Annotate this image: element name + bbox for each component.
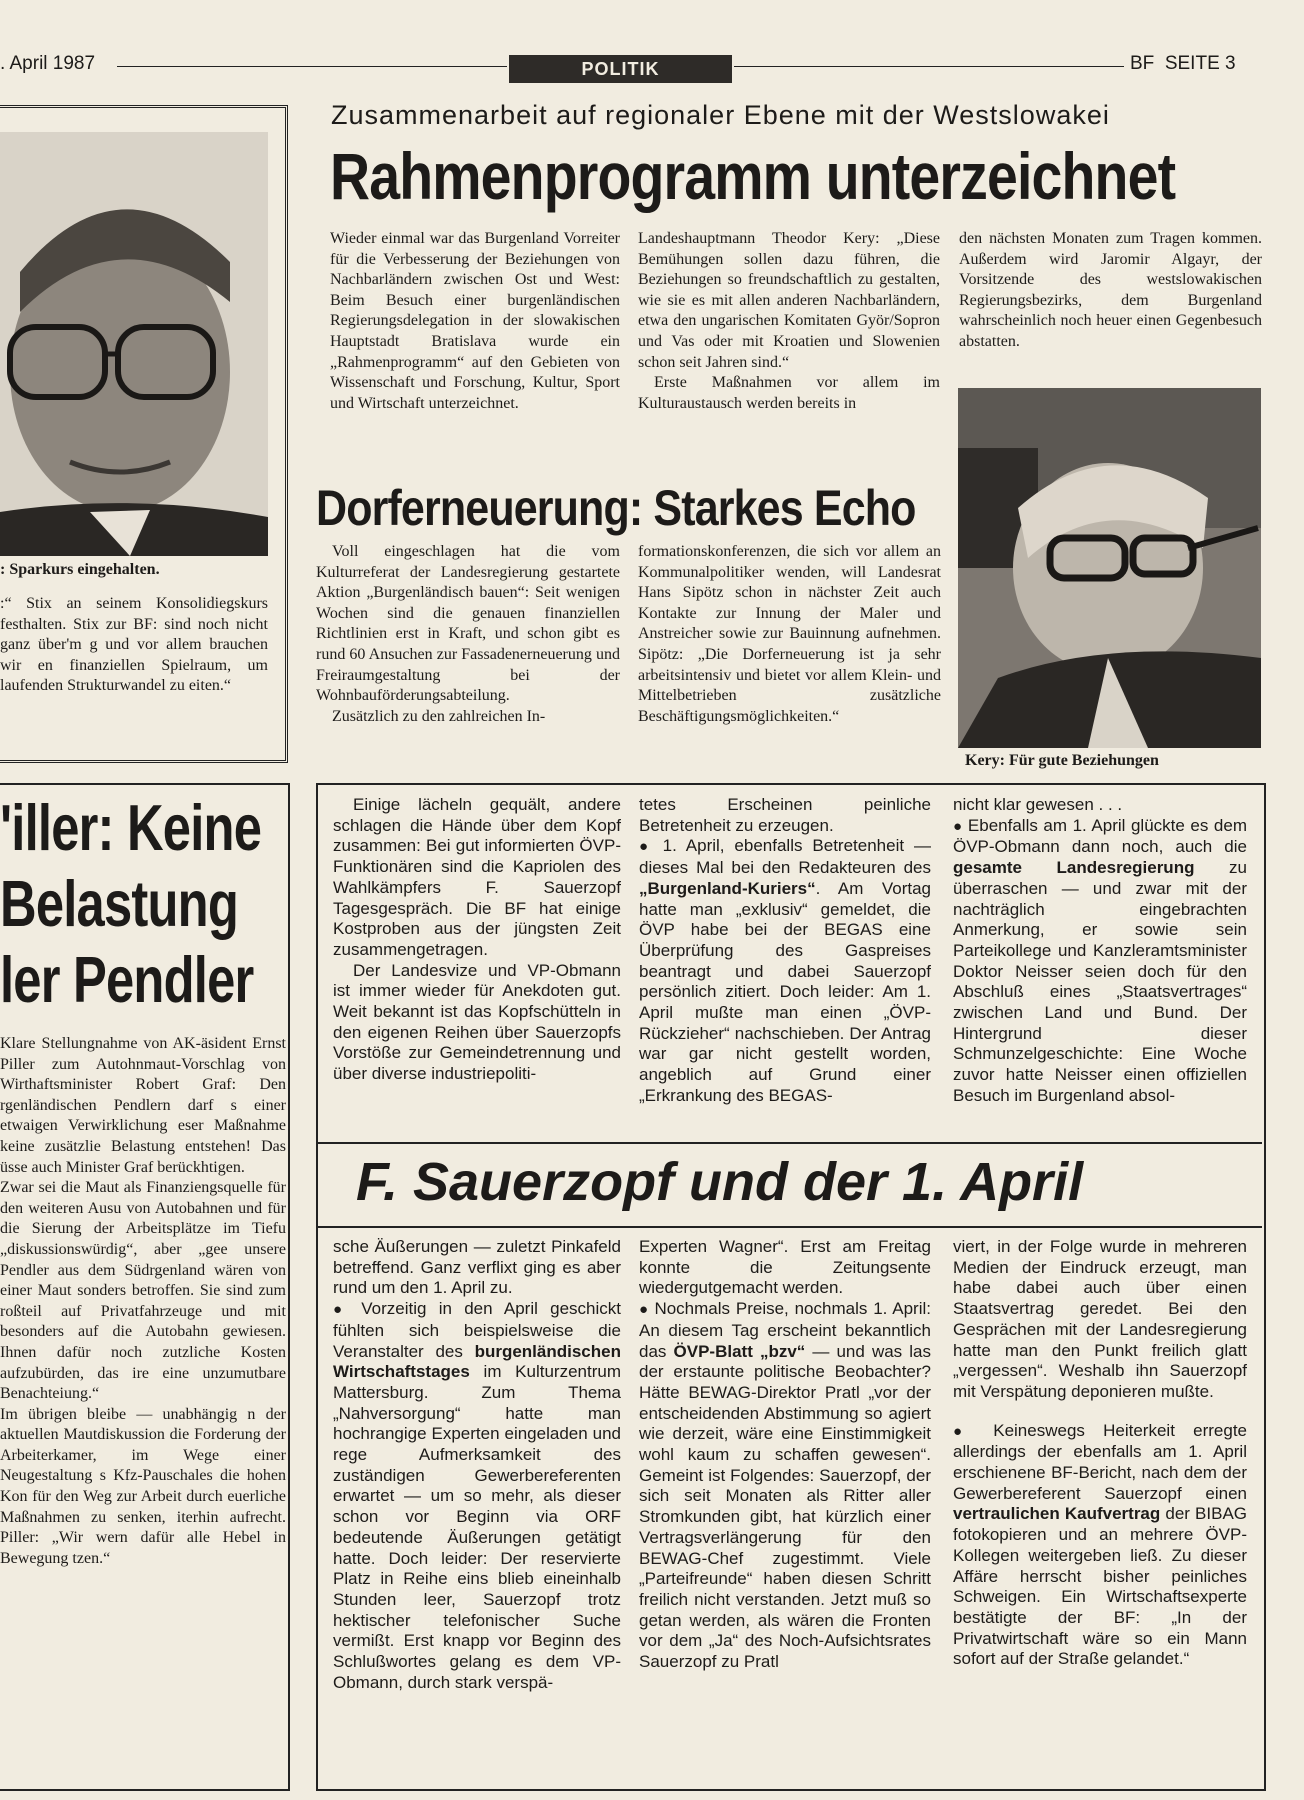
piller-p1: Klare Stellungnahme von AK-äsident Ernst Piller zum Autohnmaut-Vorschlag von Wirthaftsminister Robert Graf: Den rgenländischen Pendlern darf s einer etwaigen Verwirklichung eser Maßnahme keine zusätzlie Belastung entstehen! Das üsse auch Minister Graf berückhtigen.: [0, 1035, 286, 1176]
headline-piller-2: Belastung: [0, 867, 239, 940]
section-label: POLITIK: [509, 55, 732, 83]
sz-bot-col-1: [333, 1237, 621, 1693]
dorf-col-2-text: formationskonferenzen, die sich vor allem an Kommunalpolitiker wenden, will Landesrat Hans Sipötz schon in nächster Zeit auch Kontakte zur Innung der Maler und Anstreicher sowie zur Bauinnung aufnehmen. Sipötz: „Die Dorferneuerung ist ja sehr arbeitsintensiv und bietet vor allem Klein- und Mittelbetrieben zusätzliche Beschäftigungsmöglichkeiten.“: [638, 543, 941, 725]
sz-bot-col-2-b1: Nochmals Preise, nochmals 1. April: An diesem Tag erscheint bekanntlich das: [639, 1299, 931, 1361]
left-box-caption: : Sparkurs eingehalten.: [0, 561, 160, 578]
piller-p2: Zwar sei die Maut als Finanziengsquelle für den weiteren Ausu von Autobahnen und für die Sierung der Arbeitsplätze im Tiefu „diskussionswürdig“, aber „gee unsere Pendler aus dem Südrgenland wären von einer Maut sonders betroffen. Sie sind zum roßteil auf Privatfahrzeuge und mit besonders auf die Autobahn gewiesen. Ihnen dafür noch zutzliche Kosten aufzubürden, das ire eine unzumutbare Benachteiung.“: [0, 1179, 286, 1403]
sz-bot-col-3: [953, 1237, 1247, 1670]
sz-top-col-3-b2: zu überraschen — und zwar mit der nachträglich eingebrachten Anmerkung, er sowie sein Parteikollege und Kanzleramtsminister Doktor Neisser seien doch für den Abschluß eines „Staatsvertrages“ zwischen Land und Bund. Der Hintergrund dieser Schmunzelgeschichte: Eine Woche zuvor hatte Neisser einen offiziellen Besuch im Burgenland absol-: [953, 858, 1247, 1105]
sz-bot-col-2-a: Experten Wagner“. Erst am Freitag konnte die Zeitungsente wiedergutgemacht werden.: [639, 1237, 931, 1298]
sz-top-col-3-b: [953, 816, 1247, 1107]
bullet-icon: ●: [953, 1422, 994, 1440]
main-col-1-text: Wieder einmal war das Burgenland Vorreiter für die Verbesserung der Beziehungen von Nachbarländern zwischen Ost und West: Beim Besuch einer burgenländischen Regierungsdelegation in der slowakischen Hauptstadt Bratislava wurde ein „Rahmenprogramm“ auf den Gebieten von Wissenschaft und Forschung, Kultur, Sport und Wirtschaft unterzeichnet.: [330, 230, 620, 412]
sz-bot-col-1-bold1: burgenländischen Wirtschaftstages: [333, 1341, 621, 1382]
headline-sauerzopf: F. Sauerzopf und der 1. April: [356, 1152, 1084, 1212]
sz-top-col-2: [639, 795, 931, 1107]
sz-bot-col-3-a: viert, in der Folge wurde in mehreren Medien der Eindruck erzeugt, man habe dabei auch über einen Staatsvertrag geredet. Bei den Gesprächen mit der Landesregierung hatte man den Punkt freilich glatt „vergessen“. Weshalb ihn Sauerzopf mit Verspätung deponieren mußte.: [953, 1237, 1247, 1401]
bullet-icon: ●: [639, 838, 663, 856]
sz-top-col-3-b1: Ebenfalls am 1. April glückte es dem ÖVP-Obmann dann noch, auch die: [953, 815, 1247, 857]
dorf-col-1-p1: Voll eingeschlagen hat die vom Kulturreferat der Landesregierung gestartete Aktion „Burgenländisch bauen“: Seit wenigen Wochen sind die genauen finanziellen Richtlinien erst in Kraft, und schon gibt es rund 60 Ansuchen zur Fassadenerneuerung und Freiraumgestaltung bei der Wohnbauförderungsabteilung.: [316, 543, 620, 705]
sz-bot-col-3-bold1: vertraulichen Kaufvertrag: [953, 1504, 1161, 1524]
headline-piller-3: ler Pendler: [0, 943, 254, 1016]
sz-bot-col-1-a: sche Äußerungen — zuletzt Pinkafeld betreffend. Ganz verflixt ging es aber rund um den 1. April zu.: [333, 1237, 621, 1298]
main-col-3: [959, 229, 1262, 353]
sz-bot-col-2-b: [639, 1299, 931, 1673]
sz-top-col-1-p2: Der Landesvize und VP-Obmann ist immer wieder für Anekdoten gut. Weit bekannt ist das Kopfschütteln in den eigenen Reihen über Sauerzopfs Vorstöße zur Gemeindetrennung und über diverse industriepoliti-: [333, 960, 621, 1084]
photo-kery-caption: Kery: Für gute Beziehungen: [965, 752, 1159, 769]
header-rule-left: [117, 66, 507, 67]
header-date: . April 1987: [0, 53, 96, 74]
sz-top-col-2-bold1: „Burgenland-Kuriers“: [639, 878, 816, 898]
sz-top-col-2-b: [639, 836, 931, 1106]
sz-bot-col-2-bold1: ÖVP-Blatt „bzv“: [673, 1341, 806, 1361]
dorf-col-2: [638, 542, 941, 727]
piller-p3: Im übrigen bleibe — unabhängig n der aktuellen Mautdiskussion die Forderung der Arbeiterkamer, im Wege einer Neugestaltung s Kfz-Pauschales die hohen Kon für den Weg zur Arbeit durch euerliche Maßnahmen zu senken, iterhin aufrecht. Piller: „Wir wern dafür alle Hebel in Bewegung tzen.“: [0, 1405, 286, 1567]
sz-bot-col-1-b1: Vorzeitig in den April geschickt fühlten sich beispielsweise die Veranstalter des: [333, 1299, 621, 1361]
main-col-2: [638, 229, 940, 414]
sz-rule-top: [318, 1142, 1262, 1144]
sz-bot-col-3-b: [953, 1421, 1247, 1670]
sz-bot-col-1-b2: im Kulturzentrum Mattersburg. Zum Thema „Nahversorgung“ hatte man hochrangige Experten eingeladen und rege Aufmerksamkeit des zuständigen Gewerbereferenten erwartet — um so mehr, als dieser schon vor Beginn via ORF bedeutende Äußerungen getätigt hatte. Doch leider: Der reservierte Platz in Reihe eins blieb eineinhalb Stunden leer, Sauerzopf trotz hektischer telefonischer Suche vermißt. Erst knapp vor Beginn des Schlußwortes gelang es dem VP-Obmann, durch stark verspä-: [333, 1362, 621, 1692]
bullet-icon: ●: [639, 1301, 655, 1319]
photo-kery: [958, 388, 1261, 748]
left-box-text-body: :“ Stix an seinem Konsolidiegskurs festhalten. Stix zur BF: sind noch nicht ganz über'm g und vor allem brauchen wir en finanziellen Spielraum, um laufenden Strukturwandel zu eiten.“: [0, 595, 268, 695]
piller-text: [0, 1034, 286, 1569]
main-col-2-p1: Landeshauptmann Theodor Kery: „Diese Bemühungen sollen dazu führen, die Beziehungen so freundschaftlich zu gestalten, wie sie es mit allen anderen Nachbarländern, etwa den ungarischen Komitaten Györ/Sopron und Vas oder mit Kroatien und Slowenien schon seit Jahren sind.“: [638, 230, 940, 371]
sz-top-col-3: [953, 795, 1247, 1107]
bullet-icon: ●: [333, 1301, 362, 1319]
sz-top-col-3-bold1: gesamte Landesregierung: [953, 858, 1195, 878]
bullet-icon: ●: [953, 817, 968, 835]
main-col-1: [330, 229, 620, 414]
sz-bot-col-2-b2: — und was las der erstaunte politische Beobachter? Hätte BEWAG-Direktor Pratl „vor der entscheidenden Abstimmung so agiert wie derzeit, wäre eine Einstimmigkeit wohl kaum zu schaffen gewesen“. Gemeint ist Folgendes: Sauerzopf, der sich seit Monaten als Ritter aller Stromkunden gibt, hat kürzlich einer Vertragsverlängerung für den BEWAG-Chef zugestimmt. Viele „Parteifreunde“ haben diesen Schritt freilich nicht verstanden. Jetzt muß so getan werden, als wären die Fronten vor dem „Ja“ des Noch-Aufsichtsrates Sauerzopf zu Pratl: [639, 1341, 931, 1672]
headline-dorferneuerung: Dorferneuerung: Starkes Echo: [316, 480, 916, 536]
kicker: Zusammenarbeit auf regionaler Ebene mit der Westslowakei: [331, 100, 1110, 130]
sz-bot-col-3-b1: Keineswegs Heiterkeit erregte allerdings der ebenfalls am 1. April erschienene BF-Bericht, nach dem der Gewerbereferent Sauerzopf einen: [953, 1420, 1248, 1503]
headline-rahmenprogramm: Rahmenprogramm unterzeichnet: [330, 139, 1176, 213]
sz-top-col-2-b1: 1. April, ebenfalls Betretenheit — dieses Mal bei den Redakteuren des: [639, 836, 931, 878]
left-box-text: [0, 594, 268, 697]
sz-top-col-2-a: tetes Erscheinen peinliche Betretenheit zu erzeugen.: [639, 795, 931, 835]
sz-bot-col-1-b: [333, 1299, 621, 1693]
sz-bot-col-3-b2: der BIBAG fotokopieren und an mehrere ÖVP-Kollegen weitergeben ließ. Zu dieser Affäre herrscht bisher peinliches Schweigen. Ein Wirtschaftsexperte bestätigte der BF: „In der Privatwirtschaft wäre so ein Mann sofort auf der Straße gelandet.“: [953, 1504, 1248, 1669]
headline-piller-1: 'iller: Keine: [0, 791, 262, 864]
header-page: BF SEITE 3: [1130, 53, 1236, 74]
photo-stix: [0, 132, 268, 556]
sz-top-col-2-b2: . Am Vortag hatte man „exklusiv“ gemeldet, die ÖVP habe bei der BEGAS eine Überprüfung des Gaspreises beantragt und dabei Sauerzopf persönlich zitiert. Doch leider: Am 1. April mußte man einen „ÖVP-Rückzieher“ nachschieben. Der Antrag war gar nicht gestellt worden, angeblich auf Grund einer „Erkrankung des BEGAS-: [639, 878, 931, 1105]
kery-portrait-image: [958, 388, 1261, 748]
header-rule-right: [734, 66, 1124, 67]
sz-bot-col-2: [639, 1237, 931, 1673]
main-col-3-text: den nächsten Monaten zum Tragen kommen. Außerdem wird Jaromir Algayr, der Vorsitzende des westslowakischen Regierungsbezirks, dem Burgenland wahrscheinlich noch heuer einen Gegenbesuch abstatten.: [959, 230, 1262, 350]
main-col-2-p2: Erste Maßnahmen vor allem im Kulturaustausch werden bereits in: [638, 374, 940, 412]
dorf-col-1-p2: Zusätzlich zu den zahlreichen In-: [332, 707, 546, 725]
sz-rule-bottom: [318, 1226, 1262, 1228]
dorf-col-1: [316, 542, 620, 727]
sz-top-col-3-a: nicht klar gewesen . . .: [953, 795, 1123, 814]
sz-top-col-1: [333, 795, 621, 1085]
stix-portrait-image: [0, 132, 268, 556]
sz-top-col-1-p1: Einige lächeln gequält, andere schlagen die Hände über dem Kopf zusammen: Bei gut informierten ÖVP-Funktionären sind die Kapriolen des Wahlkämpfers F. Sauerzopf Tagesgespräch. Die BF hat einige Kostproben aus der jüngsten Zeit zusammengetragen.: [333, 795, 621, 959]
